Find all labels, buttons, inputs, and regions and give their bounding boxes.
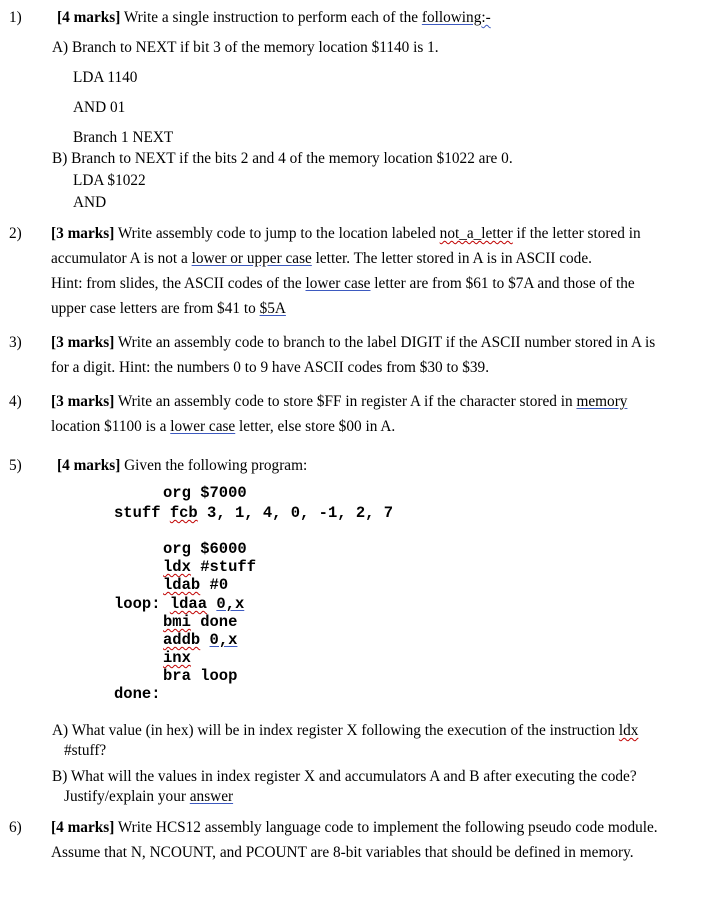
question-6-marks: [4 marks] [51,819,115,836]
code-line: loop: ldaa 0,x [114,595,245,613]
question-1a-text: A) Branch to NEXT if bit 3 of the memory location $1140 is 1. [52,39,439,56]
question-6-line: Assume that N, NCOUNT, and PCOUNT are 8-bit variables that should be defined in memory. [51,844,634,861]
question-1-prompt: [4 marks] Write a single instruction to perform each of the following:- [57,9,491,26]
question-5b-line: B) What will the values in index register X and accumulators A and B after executing the code? [52,768,637,785]
question-6-line: [4 marks] Write HCS12 assembly language code to implement the following pseudo code module. [51,819,658,836]
question-3-line: [3 marks] Write an assembly code to branch to the label DIGIT if the ASCII number stored in A is [51,334,656,351]
question-5b-line: Justify/explain your answer [64,788,234,805]
question-5a-line: A) What value (in hex) will be in index register X following the execution of the instruction ldx [52,722,639,739]
question-1a-code-line: AND 01 [73,99,126,116]
question-2-line: [3 marks] Write assembly code to jump to the location labeled not_a_letter if the letter stored in [51,225,641,242]
question-5a-line: #stuff? [64,742,107,759]
question-4-line: [3 marks] Write an assembly code to store $FF in register A if the character stored in memory [51,393,628,410]
question-4-number: 4) [9,393,22,410]
question-4-line: location $1100 is a lower case letter, else store $00 in A. [51,418,396,435]
code-line: stuff fcb 3, 1, 4, 0, -1, 2, 7 [114,504,394,522]
code-line: ldab #0 [163,576,229,594]
question-2-line: upper case letters are from $41 to $5A [51,300,286,317]
code-line: ldx #stuff [163,558,257,576]
question-2-number: 2) [9,225,22,242]
question-5-prompt: [4 marks] Given the following program: [57,457,308,474]
question-2-marks: [3 marks] [51,225,115,242]
question-3-line: for a digit. Hint: the numbers 0 to 9 have ASCII codes from $30 to $39. [51,359,490,376]
question-4-marks: [3 marks] [51,393,115,410]
code-line: done: [114,685,161,703]
question-5-marks: [4 marks] [57,457,121,474]
question-1-marks: [4 marks] [57,9,121,26]
question-5-number: 5) [9,457,22,474]
question-3-marks: [3 marks] [51,334,115,351]
question-1a-code-line: Branch 1 NEXT [73,129,174,146]
question-3-number: 3) [9,334,22,351]
code-line: addb 0,x [163,631,238,649]
question-2-line: Hint: from slides, the ASCII codes of the lower case letter are from $61 to $7A and those of the [51,275,635,292]
code-line: org $7000 [163,484,247,502]
question-1b-code-line: LDA $1022 [73,172,146,189]
question-1b-code-line: AND [73,194,107,211]
question-1a-code-line: LDA 1140 [73,69,138,86]
code-line: bmi done [163,613,238,631]
code-line: org $6000 [163,540,247,558]
code-line: bra loop [163,667,238,685]
question-6-number: 6) [9,819,22,836]
code-line: inx [163,649,191,667]
question-2-line: accumulator A is not a lower or upper case letter. The letter stored in A is in ASCII code. [51,250,592,267]
question-1-number: 1) [9,9,22,26]
question-1b-text: B) Branch to NEXT if the bits 2 and 4 of the memory location $1022 are 0. [52,150,513,167]
